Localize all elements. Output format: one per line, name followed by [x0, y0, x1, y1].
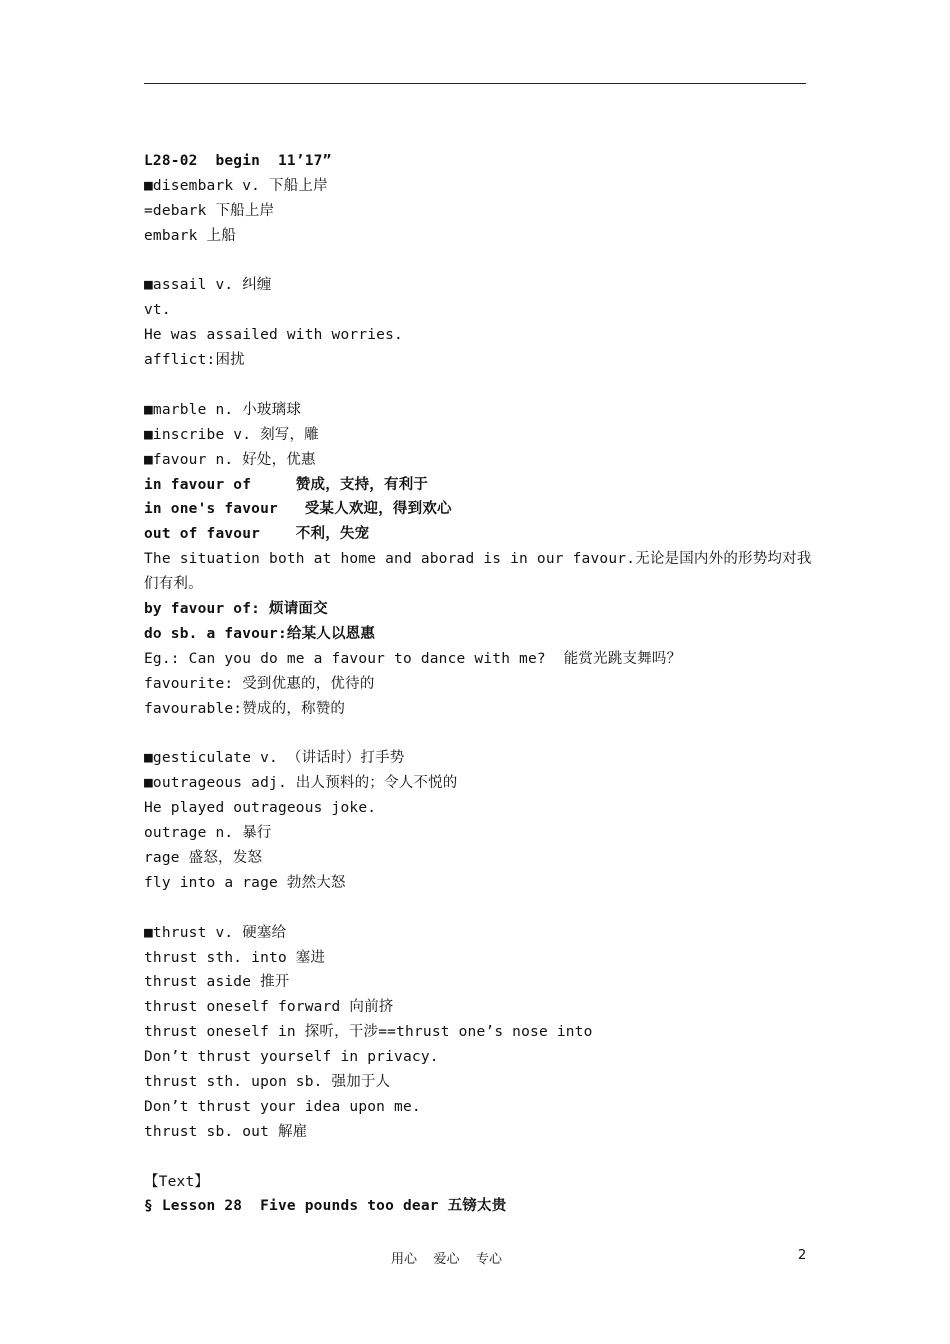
text-line: thrust oneself forward 向前挤 [144, 999, 394, 1016]
text-line: by favour of: 烦请面交 [144, 601, 328, 618]
document-body [144, 149, 816, 1219]
text-line: =debark 下船上岸 [144, 202, 275, 219]
text-line: ■assail v. 纠缠 [144, 277, 272, 294]
text-line: ■disembark v. 下船上岸 [144, 177, 328, 194]
blank-line [144, 721, 816, 746]
text-line: The situation both at home and aborad is in our favour.无论是国内外的形势均对我 [144, 551, 812, 568]
text-line: 【Text】 [144, 1173, 210, 1190]
text-line: rage 盛怒，发怒 [144, 849, 263, 866]
blank-line [144, 373, 816, 398]
text-line: thrust sth. upon sb. 强加于人 [144, 1073, 391, 1090]
header-rule [144, 83, 806, 84]
text-line: He was assailed with worries. [144, 327, 403, 344]
text-line: favourite: 受到优惠的，优待的 [144, 675, 375, 692]
text-line: § Lesson 28 Five pounds too dear 五镑太贵 [144, 1198, 507, 1215]
text-line: afflict:困扰 [144, 352, 245, 369]
text-line: thrust oneself in 探听，干涉==thrust one’s nose into [144, 1024, 593, 1041]
text-line: He played outrageous joke. [144, 800, 377, 817]
text-line: in favour of 赞成，支持，有利于 [144, 476, 429, 493]
text-line: Don’t thrust your idea upon me. [144, 1098, 421, 1115]
text-line: ■inscribe v. 刻写，雕 [144, 426, 319, 443]
text-line: Don’t thrust yourself in privacy. [144, 1049, 439, 1066]
text-line: fly into a rage 勃然大怒 [144, 874, 346, 891]
text-line: favourable:赞成的，称赞的 [144, 700, 346, 717]
text-line: ■gesticulate v. （讲话时）打手势 [144, 750, 405, 767]
text-line: thrust sb. out 解雇 [144, 1123, 308, 1140]
page-number: 2 [798, 1248, 807, 1263]
text-line: vt. [144, 302, 171, 319]
text-line: L28-02 begin 11’17” [144, 153, 332, 169]
text-line: in one's favour 受某人欢迎，得到欢心 [144, 501, 452, 518]
text-line: 们有利。 [144, 576, 203, 593]
text-line: thrust aside 推开 [144, 974, 290, 991]
text-line: out of favour 不利，失宠 [144, 526, 370, 543]
blank-line [144, 896, 816, 921]
text-line: embark 上船 [144, 227, 236, 244]
text-line: ■marble n. 小玻璃球 [144, 401, 302, 418]
text-line: thrust sth. into 塞进 [144, 949, 326, 966]
text-line: ■favour n. 好处，优惠 [144, 451, 316, 468]
blank-line [144, 249, 816, 274]
text-line: ■thrust v. 硬塞给 [144, 924, 287, 941]
blank-line [144, 1145, 816, 1170]
text-line: Eg.: Can you do me a favour to dance with me? 能赏光跳支舞吗？ [144, 650, 682, 667]
text-line: ■outrageous adj. 出人预料的；令人不悦的 [144, 775, 458, 792]
text-line: do sb. a favour:给某人以恩惠 [144, 625, 376, 642]
page-footer [0, 1248, 950, 1268]
text-line: outrage n. 暴行 [144, 825, 272, 842]
footer-motto: 用心 爱心 专心 [391, 1252, 503, 1267]
